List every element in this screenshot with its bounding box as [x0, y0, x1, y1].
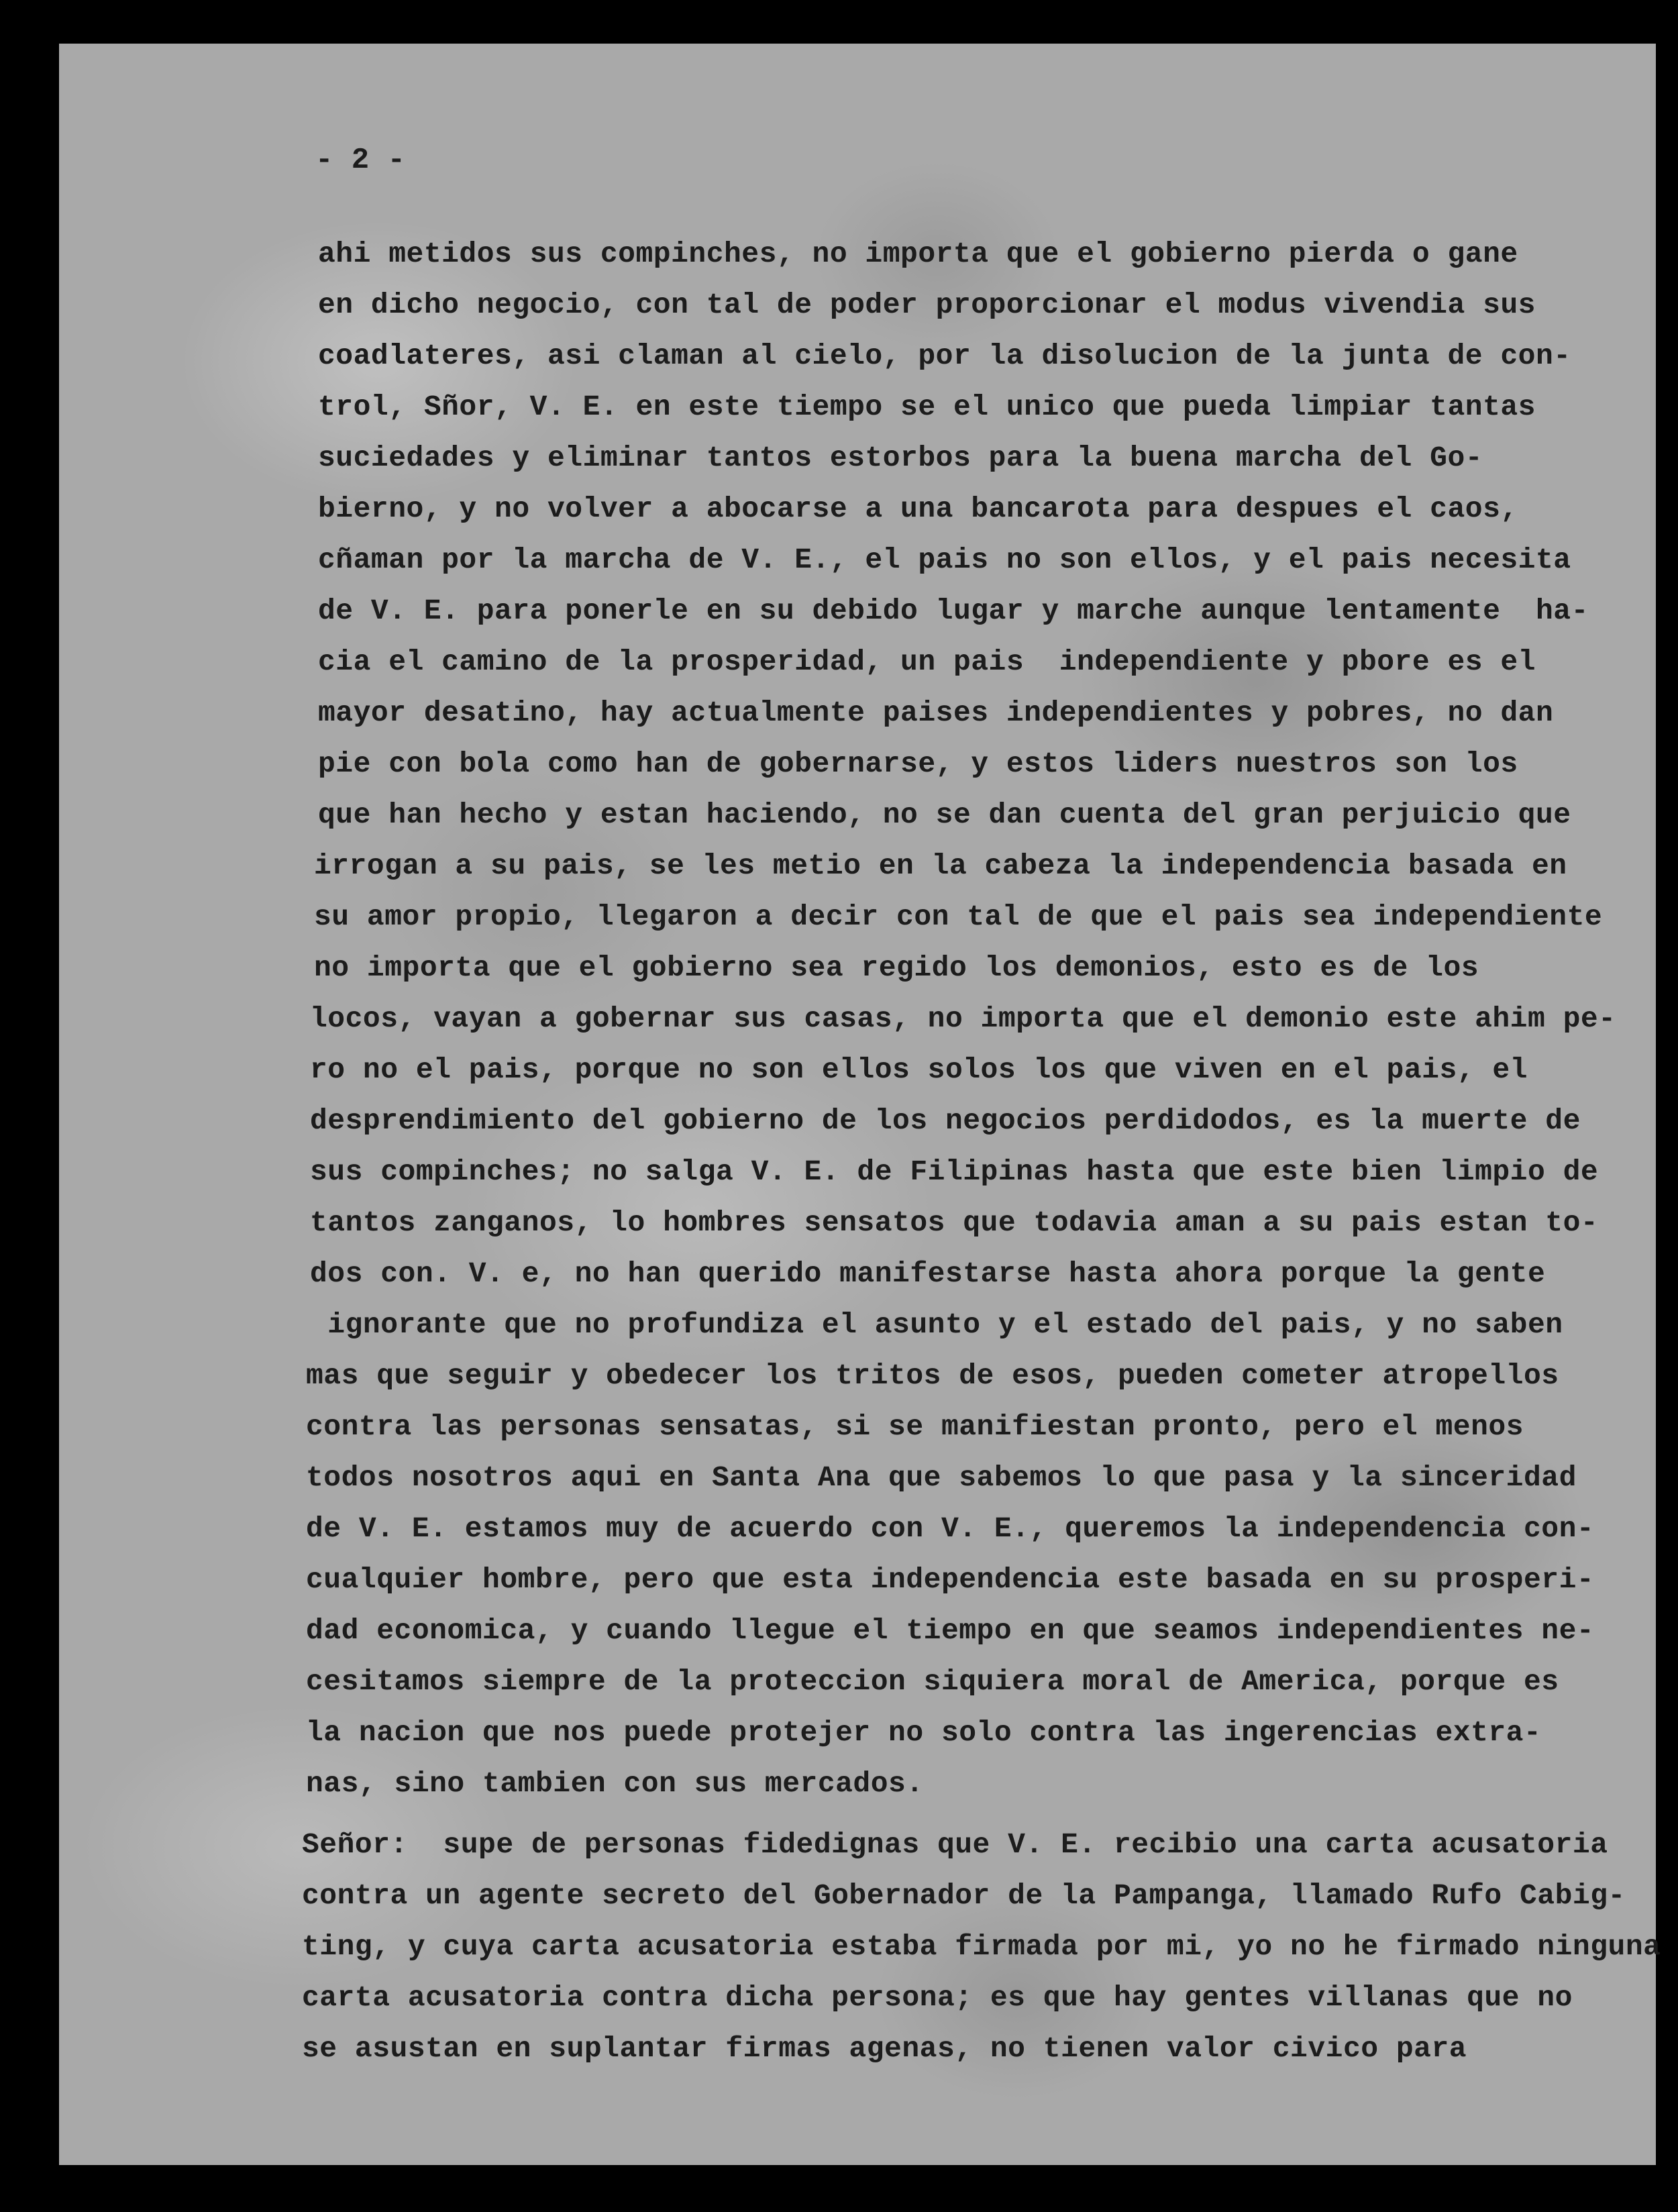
text-line: bierno, y no volver a abocarse a una bancarota para despues el caos,	[318, 492, 1518, 525]
text-line: tantos zanganos, lo hombres sensatos que todavia aman a su pais estan to-	[310, 1206, 1599, 1239]
text-line: todos nosotros aqui en Santa Ana que sabemos lo que pasa y la sinceridad	[306, 1461, 1577, 1494]
text-line: mas que seguir y obedecer los tritos de esos, pueden cometer atropellos	[306, 1359, 1559, 1392]
text-line: dos con. V. e, no han querido manifestarse hasta ahora porque la gente	[310, 1257, 1546, 1290]
text-line: ignorante que no profundiza el asunto y el estado del pais, y no saben	[310, 1308, 1563, 1341]
text-line: contra un agente secreto del Gobernador de la Pampanga, llamado Rufo Cabig-	[302, 1879, 1626, 1912]
text-line: contra las personas sensatas, si se manifiestan pronto, pero el menos	[306, 1410, 1524, 1443]
text-line: de V. E. estamos muy de acuerdo con V. E., queremos la independencia con-	[306, 1512, 1595, 1545]
text-line: trol, Sñor, V. E. en este tiempo se el unico que pueda limpiar tantas	[318, 390, 1536, 423]
text-line: irrogan a su pais, se les metio en la cabeza la independencia basada en	[314, 849, 1567, 882]
text-line: suciedades y eliminar tantos estorbos para la buena marcha del Go-	[318, 441, 1483, 474]
text-line: ting, y cuya carta acusatoria estaba firmada por mi, yo no he firmado ninguna	[302, 1930, 1661, 1963]
text-line: mayor desatino, hay actualmente paises independientes y pobres, no dan	[318, 696, 1554, 729]
text-line: cia el camino de la prosperidad, un pais independiente y pbore es el	[318, 645, 1536, 678]
text-line: Señor: supe de personas fidedignas que V. E. recibio una carta acusatoria	[302, 1828, 1608, 1861]
text-line: cualquier hombre, pero que esta independencia este basada en su prosperi-	[306, 1563, 1595, 1596]
text-line: en dicho negocio, con tal de poder proporcionar el modus vivendia sus	[318, 288, 1536, 321]
text-line: nas, sino tambien con sus mercados.	[306, 1767, 924, 1800]
text-line: no importa que el gobierno sea regido los demonios, esto es de los	[314, 951, 1479, 984]
text-line: ahi metidos sus compinches, no importa que el gobierno pierda o gane	[318, 238, 1518, 270]
text-line: cñaman por la marcha de V. E., el pais no son ellos, y el pais necesita	[318, 543, 1571, 576]
text-line: ro no el pais, porque no son ellos solos los que viven en el pais, el	[310, 1053, 1528, 1086]
page-number: - 2 -	[315, 144, 406, 177]
text-line: dad economica, y cuando llegue el tiempo en que seamos independientes ne-	[306, 1614, 1595, 1647]
text-line: carta acusatoria contra dicha persona; es que hay gentes villanas que no	[302, 1981, 1573, 2014]
text-line: sus compinches; no salga V. E. de Filipinas hasta que este bien limpio de	[310, 1155, 1599, 1188]
text-line: de V. E. para ponerle en su debido lugar y marche aunque lentamente ha-	[318, 594, 1589, 627]
text-line: locos, vayan a gobernar sus casas, no importa que el demonio este ahim pe-	[310, 1002, 1616, 1035]
text-line: desprendimiento del gobierno de los negocios perdidodos, es la muerte de	[310, 1104, 1581, 1137]
text-line: la nacion que nos puede protejer no solo contra las ingerencias extra-	[306, 1716, 1542, 1749]
text-line: se asustan en suplantar firmas agenas, no tienen valor civico para	[302, 2032, 1467, 2065]
text-line: pie con bola como han de gobernarse, y estos liders nuestros son los	[318, 747, 1518, 780]
text-line: cesitamos siempre de la proteccion siquiera moral de America, porque es	[306, 1665, 1559, 1698]
text-line: que han hecho y estan haciendo, no se dan cuenta del gran perjuicio que	[318, 798, 1571, 831]
text-line: coadlateres, asi claman al cielo, por la disolucion de la junta de con-	[318, 339, 1571, 372]
text-line: su amor propio, llegaron a decir con tal de que el pais sea independiente	[314, 900, 1603, 933]
